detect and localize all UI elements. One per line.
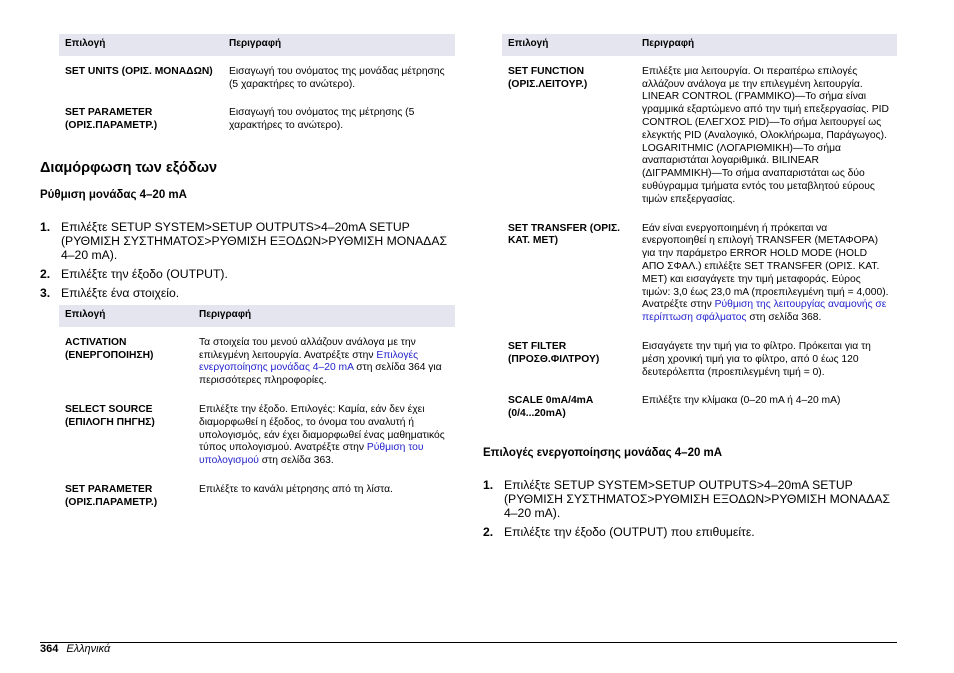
cross-reference-link[interactable]: Ρύθμιση του υπολογισμού	[199, 442, 424, 467]
list-item	[40, 286, 455, 300]
option-cell: SET FUNCTION (ΟΡΙΣ.ΛΕΙΤΟΥΡ.)	[508, 65, 588, 90]
option-cell: SET FILTER (ΠΡΟΣΘ.ΦΙΛΤΡΟΥ)	[508, 340, 600, 365]
step-number: 2.	[483, 524, 494, 539]
table-row	[502, 385, 897, 427]
subsection-heading: Επιλογές ενεργοποίησης μονάδας 4–20 mA	[483, 446, 723, 459]
option-cell: SCALE 0mA/4mA (0/4...20mA)	[508, 395, 593, 420]
step-text: Επιλέξτε την έξοδο (OUTPUT).	[61, 266, 228, 281]
output-options-table	[59, 305, 455, 516]
option-cell: SELECT SOURCE (ΕΠΙΛΟΓΗ ΠΗΓΗΣ)	[65, 403, 155, 428]
step-text: Επιλέξτε την έξοδο (OUTPUT) που επιθυμείτε.	[504, 524, 755, 539]
column-header-description: Περιγραφή	[193, 305, 455, 327]
step-text: Επιλέξτε ένα στοιχείο.	[61, 285, 180, 300]
option-cell: SET PARAMETER (ΟΡΙΣ.ΠΑΡΑΜΕΤΡ.)	[65, 483, 158, 508]
list-item	[483, 478, 897, 520]
units-options-table	[59, 34, 455, 139]
table-row	[502, 331, 897, 385]
list-item	[40, 220, 455, 262]
table-row	[59, 97, 455, 139]
page-footer	[40, 643, 110, 655]
table-row	[59, 474, 455, 516]
language-label: Ελληνικά	[66, 643, 111, 655]
column-header-option: Επιλογή	[59, 305, 193, 327]
section-heading: Διαμόρφωση των εξόδων	[40, 159, 218, 176]
option-cell: SET PARAMETER (ΟΡΙΣ.ΠΑΡΑΜΕΤΡ.)	[65, 107, 158, 132]
column-header-option: Επιλογή	[502, 34, 636, 56]
description-cell: Εισαγάγετε την τιμή για το φίλτρο. Πρόκειται για τη μέση χρονική τιμή για το φίλτρο, από 0 έως 120 δευτερόλεπτα (προεπιλεγμένη τιμή = 0).	[642, 340, 871, 378]
step-number: 1.	[483, 477, 494, 492]
right-column	[483, 34, 897, 544]
left-column	[40, 34, 455, 516]
description-cell: Τα στοιχεία του μενού αλλάζουν ανάλογα με την επιλεγμένη λειτουργία. Ανατρέξτε στην Επιλογές ενεργοποίησης μονάδας 4–20 mA στη σελίδα 364 για περισσότερες πληροφορίες.	[199, 336, 442, 387]
cross-reference-link[interactable]: Επιλογές ενεργοποίησης μονάδας 4–20 mA	[199, 349, 419, 374]
description-cell: Εισαγωγή του ονόματος της μονάδας μέτρησης (5 χαρακτήρες το ανώτερο).	[229, 65, 445, 90]
table-row	[502, 213, 897, 331]
description-cell: Εισαγωγή του ονόματος της μέτρησης (5 χαρακτήρες το ανώτερο).	[229, 107, 415, 132]
cross-reference-link[interactable]: Ρύθμιση της λειτουργίας αναμονής σε περίπτωση σφάλματος	[642, 299, 887, 324]
function-options-table	[502, 34, 897, 427]
step-number: 1.	[40, 219, 51, 234]
option-cell: SET TRANSFER (ΟΡΙΣ. ΚΑΤ. ΜΕΤ)	[508, 222, 621, 247]
subsection-heading: Ρύθμιση μονάδας 4–20 mA	[40, 188, 187, 201]
option-cell: SET UNITS (ΟΡΙΣ. ΜΟΝΑΔΩΝ)	[65, 65, 213, 77]
list-item	[40, 267, 455, 281]
table-row	[59, 394, 455, 474]
steps-list	[40, 220, 455, 300]
column-header-description: Περιγραφή	[636, 34, 897, 56]
option-cell: ACTIVATION (ΕΝΕΡΓΟΠΟΙΗΣΗ)	[65, 336, 154, 361]
table-row	[59, 327, 455, 394]
steps-list	[483, 478, 897, 539]
page-number: 364	[40, 643, 59, 655]
table-row	[502, 56, 897, 213]
footer-divider	[40, 642, 897, 643]
step-text: Επιλέξτε SETUP SYSTEM>SETUP OUTPUTS>4–20mA SETUP (ΡΥΘΜΙΣΗ ΣΥΣΤΗΜΑΤΟΣ>ΡΥΘΜΙΣΗ ΕΞΟΔΩΝ>ΡΥΘΜΙΣΗ ΜΟΝΑΔΑΣ 4–20 mA).	[504, 477, 890, 520]
column-header-description: Περιγραφή	[223, 34, 455, 56]
step-number: 3.	[40, 285, 51, 300]
list-item	[483, 525, 897, 539]
step-number: 2.	[40, 266, 51, 281]
column-header-option: Επιλογή	[59, 34, 223, 56]
description-cell: Επιλέξτε το κανάλι μέτρησης από τη λίστα.	[199, 483, 393, 495]
description-cell: Εάν είναι ενεργοποιημένη ή πρόκειται να ενεργοποιηθεί η επιλογή TRANSFER (ΜΕΤΑΦΟΡΑ) για την παράμετρο ERROR HOLD MODE (HOLD ΑΠΟ ΣΦΑΛ.) επιλέξτε SET TRANSFER (ΟΡΙΣ. ΚΑΤ. ΜΕΤ) και εισαγάγετε την τιμή μεταφοράς. Εύρος τιμών: 3,0 έως 23,0 mA (προεπιλεγμένη τιμή = 4,000). Ανατρέξτε στην Ρύθμιση της λειτουργίας αναμονής σε περίπτωση σφάλματος στη σελίδα 368.	[642, 222, 889, 324]
description-cell: Επιλέξτε την κλίμακα (0–20 mA ή 4–20 mA)	[642, 395, 841, 407]
table-row	[59, 56, 455, 98]
description-cell: Επιλέξτε την έξοδο. Επιλογές: Καμία, εάν δεν έχει διαμορφωθεί η έξοδος, το όνομα του αναλυτή ή υπολογισμός, εάν έχει διαμορφωθεί ένας μαθηματικός τύπος υπολογισμού. Ανατρέξτε στην Ρύθμιση του υπολογισμού στη σελίδα 363.	[199, 403, 445, 467]
step-text: Επιλέξτε SETUP SYSTEM>SETUP OUTPUTS>4–20mA SETUP (ΡΥΘΜΙΣΗ ΣΥΣΤΗΜΑΤΟΣ>ΡΥΘΜΙΣΗ ΕΞΟΔΩΝ>ΡΥΘΜΙΣΗ ΜΟΝΑΔΑΣ 4–20 mA).	[61, 219, 447, 262]
description-cell: Επιλέξτε μια λειτουργία. Οι περαιτέρω επιλογές αλλάζουν ανάλογα με την επιλεγμένη λειτουργία. LINEAR CONTROL (ΓΡΑΜΜΙΚΟ)—Το σήμα είναι γραμμικά εξαρτώμενο από την τιμή επεξεργασίας. PID CONTROL (ΕΛΕΓΧΟΣ PID)—Το σήμα λειτουργεί ως ελεγκτής PID (Αναλογικό, Ολοκλήρωμα, Παράγωγος). LOGARITHMIC (ΛΟΓΑΡΙΘΜΙΚΗ)—Το σήμα αναπαριστάται λογαριθμικά. BILINEAR (ΔΙΓΡΑΜΜΙΚΗ)—Το σήμα αναπαριστάται ως δύο ευθύγραμμα τμήματα εντός του μεταβλητού εύρους τιμών επεξεργασίας.	[642, 65, 889, 205]
